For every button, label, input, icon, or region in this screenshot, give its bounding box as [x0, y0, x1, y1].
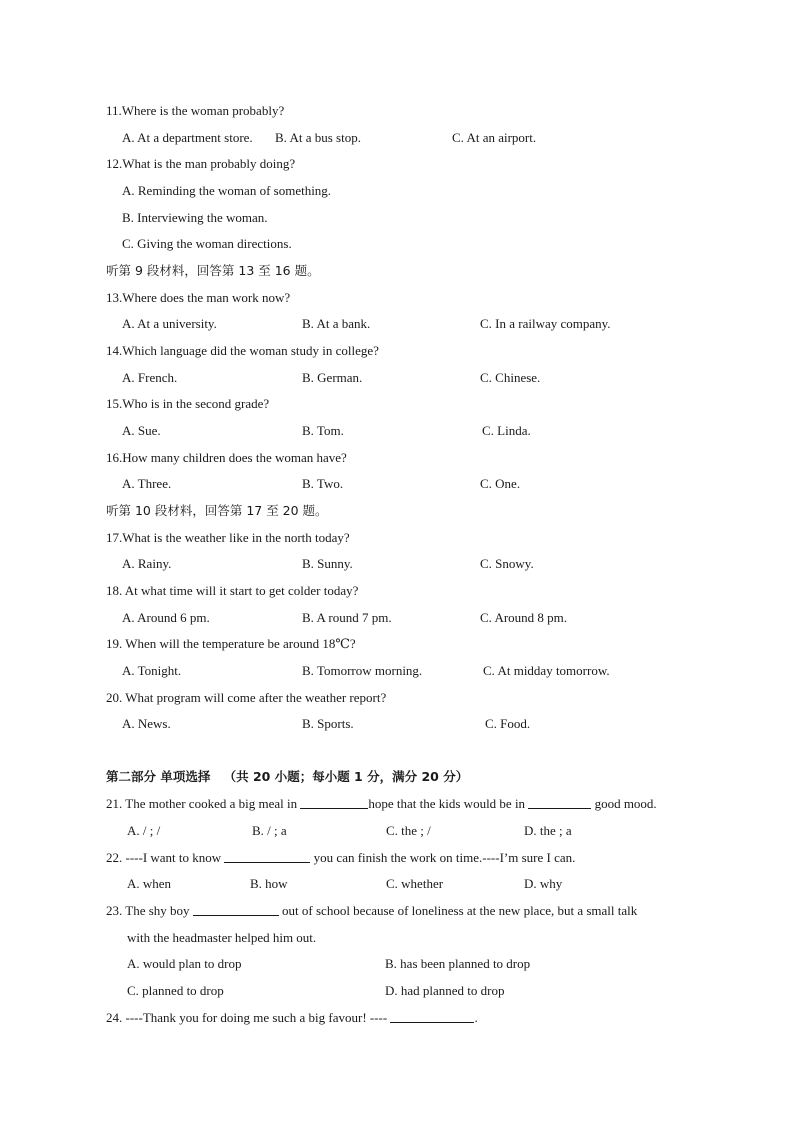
q13-stem: 13.Where does the man work now? — [106, 290, 291, 305]
q14-option-a: A. French. — [122, 370, 178, 385]
q22-stem: 22. ----I want to know you can finish the work on time.----I’m sure I can. — [106, 850, 576, 865]
q23-stem: 23. The shy boy out of school because of loneliness at the new place, but a small talk — [106, 903, 638, 918]
q12-option-c: C. Giving the woman directions. — [122, 236, 292, 251]
q15-option-c: C. Linda. — [482, 423, 531, 438]
q22-option-b: B. how — [250, 876, 288, 891]
q11-option-b: B. At a bus stop. — [275, 130, 361, 145]
q19-option-a: A. Tonight. — [122, 663, 182, 678]
q13-option-a: A. At a university. — [122, 316, 217, 331]
q21-option-d: D. the ; a — [524, 823, 572, 838]
q17-option-c: C. Snowy. — [480, 556, 534, 571]
q15-option-a: A. Sue. — [122, 423, 161, 438]
q20-option-b: B. Sports. — [302, 716, 354, 731]
q12-stem: 12.What is the man probably doing? — [106, 156, 296, 171]
section-9-heading: 听第 9 段材料，回答第 13 至 16 题。 — [106, 263, 320, 278]
q16-option-a: A. Three. — [122, 476, 172, 491]
q14-option-b: B. German. — [302, 370, 363, 385]
q12-option-a: A. Reminding the woman of something. — [122, 183, 332, 198]
q21-option-c: C. the ; / — [386, 823, 431, 838]
q24-blank — [390, 1010, 474, 1023]
q19-option-b: B. Tomorrow morning. — [302, 663, 423, 678]
q11-stem: 11.Where is the woman probably? — [106, 103, 285, 118]
part-2-heading — [106, 769, 468, 785]
q22-blank — [224, 850, 310, 863]
q22-option-a: A. when — [127, 876, 172, 891]
q16-stem: 16.How many children does the woman have? — [106, 450, 347, 465]
part-2-scoring-note: （共 20 小题；每小题 1 分，满分 20 分） — [223, 769, 469, 784]
q23-option-c: C. planned to drop — [127, 983, 224, 998]
q14-stem: 14.Which language did the woman study in college? — [106, 343, 379, 358]
q11-option-a: A. At a department store. — [122, 130, 253, 145]
q13-option-c: C. In a railway company. — [480, 316, 611, 331]
q21-option-a: A. / ; / — [127, 823, 161, 838]
q23-stem-continued: with the headmaster helped him out. — [127, 930, 317, 945]
q19-option-c: C. At midday tomorrow. — [483, 663, 610, 678]
q18-option-a: A. Around 6 pm. — [122, 610, 210, 625]
q23-option-b: B. has been planned to drop — [385, 956, 531, 971]
q18-stem: 18. At what time will it start to get colder today? — [106, 583, 359, 598]
q19-stem: 19. When will the temperature be around 18℃? — [106, 636, 356, 651]
q15-option-b: B. Tom. — [302, 423, 344, 438]
q22-option-d: D. why — [524, 876, 563, 891]
q17-stem: 17.What is the weather like in the north today? — [106, 530, 350, 545]
q16-option-b: B. Two. — [302, 476, 344, 491]
q13-option-b: B. At a bank. — [302, 316, 371, 331]
q22-option-c: C. whether — [386, 876, 444, 891]
q23-option-a: A. would plan to drop — [127, 956, 242, 971]
part-2-title: 第二部分 单项选择 — [106, 769, 211, 784]
q20-stem: 20. What program will come after the weather report? — [106, 690, 387, 705]
q21-blank-1 — [300, 796, 368, 809]
q12-option-b: B. Interviewing the woman. — [122, 210, 268, 225]
q21-stem: 21. The mother cooked a big meal in hope that the kids would be in good mood. — [106, 796, 657, 811]
q20-option-a: A. News. — [122, 716, 171, 731]
q16-option-c: C. One. — [480, 476, 521, 491]
q18-option-b: B. A round 7 pm. — [302, 610, 392, 625]
q17-option-a: A. Rainy. — [122, 556, 172, 571]
q15-stem: 15.Who is in the second grade? — [106, 396, 270, 411]
q21-blank-2 — [528, 796, 591, 809]
q23-option-d: D. had planned to drop — [385, 983, 505, 998]
q24-stem: 24. ----Thank you for doing me such a big favour! ---- . — [106, 1010, 478, 1025]
section-10-heading: 听第 10 段材料，回答第 17 至 20 题。 — [106, 503, 328, 518]
q18-option-c: C. Around 8 pm. — [480, 610, 568, 625]
q21-option-b: B. / ; a — [252, 823, 287, 838]
q17-option-b: B. Sunny. — [302, 556, 353, 571]
q23-blank — [193, 903, 279, 916]
q14-option-c: C. Chinese. — [480, 370, 541, 385]
q11-option-c: C. At an airport. — [452, 130, 537, 145]
q20-option-c: C. Food. — [485, 716, 531, 731]
